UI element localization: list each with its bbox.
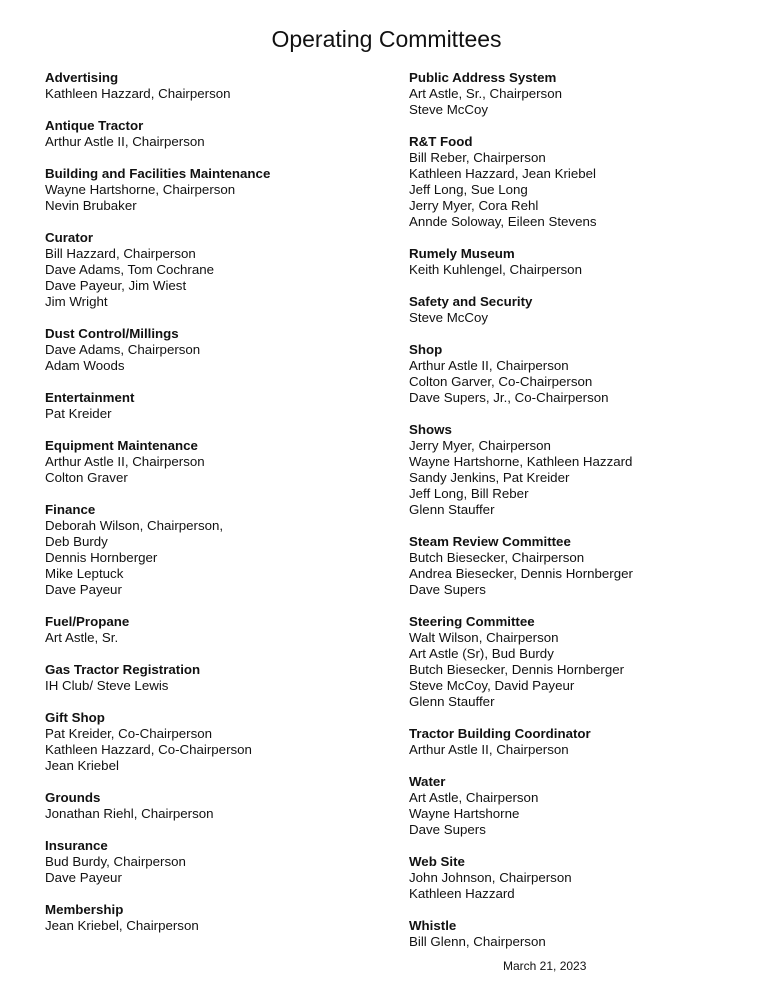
committee-name: Antique Tractor [45, 118, 144, 133]
committee-member-line: Bill Reber, Chairperson [409, 150, 546, 165]
committee-block [45, 230, 375, 310]
committee-member-line: Kathleen Hazzard, Jean Kriebel [409, 166, 597, 181]
committee-member-line: Jerry Myer, Cora Rehl [409, 198, 539, 213]
right-committee-column [409, 70, 749, 966]
committee-member-line: Dave Payeur [45, 870, 122, 885]
committee-member-line: Dennis Hornberger [45, 550, 158, 565]
committee-block [409, 422, 749, 518]
committee-member-line: Nevin Brubaker [45, 198, 137, 213]
committee-member-line: Jeff Long, Sue Long [409, 182, 528, 197]
committee-member-line: Annde Soloway, Eileen Stevens [409, 214, 597, 229]
committee-block [409, 294, 749, 326]
committee-block [409, 246, 749, 278]
committee-member-line: Colton Garver, Co-Chairperson [409, 374, 593, 389]
page-title: Operating Committees [271, 26, 502, 52]
committee-member-line: Arthur Astle II, Chairperson [409, 358, 569, 373]
committee-block [409, 918, 749, 950]
committee-member-line: Keith Kuhlengel, Chairperson [409, 262, 582, 277]
committee-member-line: Dave Supers [409, 822, 486, 837]
committee-member-line: Butch Biesecker, Dennis Hornberger [409, 662, 625, 677]
committee-member-line: Pat Kreider [45, 406, 112, 421]
committee-block [45, 118, 375, 150]
committee-name: Whistle [409, 918, 457, 933]
committee-block [409, 134, 749, 230]
committee-member-line: Kathleen Hazzard, Co-Chairperson [45, 742, 252, 757]
committee-member-line: Jonathan Riehl, Chairperson [45, 806, 214, 821]
committee-member-line: Dave Payeur [45, 582, 122, 597]
committee-member-line: Glenn Stauffer [409, 502, 495, 517]
committee-block [409, 726, 749, 758]
committee-member-line: Jeff Long, Bill Reber [409, 486, 529, 501]
committee-member-line: Bill Hazzard, Chairperson [45, 246, 196, 261]
committee-name: Steam Review Committee [409, 534, 571, 549]
committee-member-line: Steve McCoy, David Payeur [409, 678, 575, 693]
committee-member-line: Adam Woods [45, 358, 125, 373]
committee-block [409, 854, 749, 902]
committee-member-line: IH Club/ Steve Lewis [45, 678, 169, 693]
committee-block [45, 662, 375, 694]
committee-name: Safety and Security [409, 294, 533, 309]
committee-block [45, 838, 375, 886]
committee-block [409, 774, 749, 838]
committee-member-line: Arthur Astle II, Chairperson [45, 134, 205, 149]
committee-member-line: Deb Burdy [45, 534, 108, 549]
committee-member-line: Arthur Astle II, Chairperson [45, 454, 205, 469]
committee-name: Rumely Museum [409, 246, 515, 261]
committee-member-line: John Johnson, Chairperson [409, 870, 572, 885]
committee-block [45, 502, 375, 598]
committee-member-line: Glenn Stauffer [409, 694, 495, 709]
committee-member-line: Steve McCoy [409, 102, 489, 117]
committee-member-line: Jean Kriebel [45, 758, 119, 773]
committee-name: Gift Shop [45, 710, 105, 725]
committee-block [45, 70, 375, 102]
committee-member-line: Jerry Myer, Chairperson [409, 438, 551, 453]
committee-member-line: Bill Glenn, Chairperson [409, 934, 546, 949]
committee-block [45, 790, 375, 822]
committee-member-line: Wayne Hartshorne, Chairperson [45, 182, 236, 197]
committee-member-line: Art Astle, Sr. [45, 630, 119, 645]
committee-member-line: Arthur Astle II, Chairperson [409, 742, 569, 757]
committee-name: Shows [409, 422, 452, 437]
committee-member-line: Walt Wilson, Chairperson [409, 630, 559, 645]
committee-member-line: Dave Supers [409, 582, 486, 597]
committee-member-line: Sandy Jenkins, Pat Kreider [409, 470, 570, 485]
committee-member-line: Pat Kreider, Co-Chairperson [45, 726, 213, 741]
committee-member-line: Mike Leptuck [45, 566, 124, 581]
committee-block [45, 326, 375, 374]
committee-name: Grounds [45, 790, 101, 805]
committee-name: Steering Committee [409, 614, 535, 629]
committee-name: Tractor Building Coordinator [409, 726, 591, 741]
committee-member-line: Wayne Hartshorne, Kathleen Hazzard [409, 454, 633, 469]
committee-member-line: Andrea Biesecker, Dennis Hornberger [409, 566, 633, 581]
committee-block [409, 70, 749, 118]
committee-block [45, 614, 375, 646]
committee-member-line: Colton Graver [45, 470, 128, 485]
committee-member-line: Art Astle, Sr., Chairperson [409, 86, 562, 101]
committee-member-line: Art Astle (Sr), Bud Burdy [409, 646, 554, 661]
committee-member-line: Dave Payeur, Jim Wiest [45, 278, 187, 293]
committee-name: Shop [409, 342, 443, 357]
committee-member-line: Kathleen Hazzard [409, 886, 515, 901]
committee-name: Entertainment [45, 390, 135, 405]
committee-block [409, 342, 749, 406]
committee-name: Dust Control/Millings [45, 326, 179, 341]
committee-block [45, 710, 375, 774]
committee-member-line: Art Astle, Chairperson [409, 790, 539, 805]
committee-member-line: Dave Adams, Chairperson [45, 342, 201, 357]
committee-name: Curator [45, 230, 94, 245]
committee-member-line: Wayne Hartshorne [409, 806, 520, 821]
committee-member-line: Bud Burdy, Chairperson [45, 854, 186, 869]
committee-block [409, 614, 749, 710]
committee-name: Water [409, 774, 446, 789]
committee-name: Membership [45, 902, 124, 917]
committee-name: Equipment Maintenance [45, 438, 198, 453]
committee-block [45, 902, 375, 934]
committee-block [45, 438, 375, 486]
left-committee-column [45, 70, 375, 950]
committee-name: Advertising [45, 70, 119, 85]
committee-name: Gas Tractor Registration [45, 662, 201, 677]
footer-date: March 21, 2023 [503, 959, 587, 973]
committee-name: Insurance [45, 838, 108, 853]
committee-member-line: Butch Biesecker, Chairperson [409, 550, 585, 565]
committee-member-line: Dave Adams, Tom Cochrane [45, 262, 215, 277]
committee-block [45, 166, 375, 214]
committee-member-line: Jean Kriebel, Chairperson [45, 918, 199, 933]
committee-name: Public Address System [409, 70, 557, 85]
committee-name: Web Site [409, 854, 465, 869]
committee-member-line: Dave Supers, Jr., Co-Chairperson [409, 390, 609, 405]
committee-block [45, 390, 375, 422]
committee-name: Fuel/Propane [45, 614, 130, 629]
committee-member-line: Jim Wright [45, 294, 108, 309]
committee-name: Building and Facilities Maintenance [45, 166, 271, 181]
committee-member-line: Steve McCoy [409, 310, 489, 325]
committee-name: Finance [45, 502, 96, 517]
committee-member-line: Deborah Wilson, Chairperson, [45, 518, 224, 533]
committee-name: R&T Food [409, 134, 473, 149]
committee-block [409, 534, 749, 598]
committee-member-line: Kathleen Hazzard, Chairperson [45, 86, 231, 101]
